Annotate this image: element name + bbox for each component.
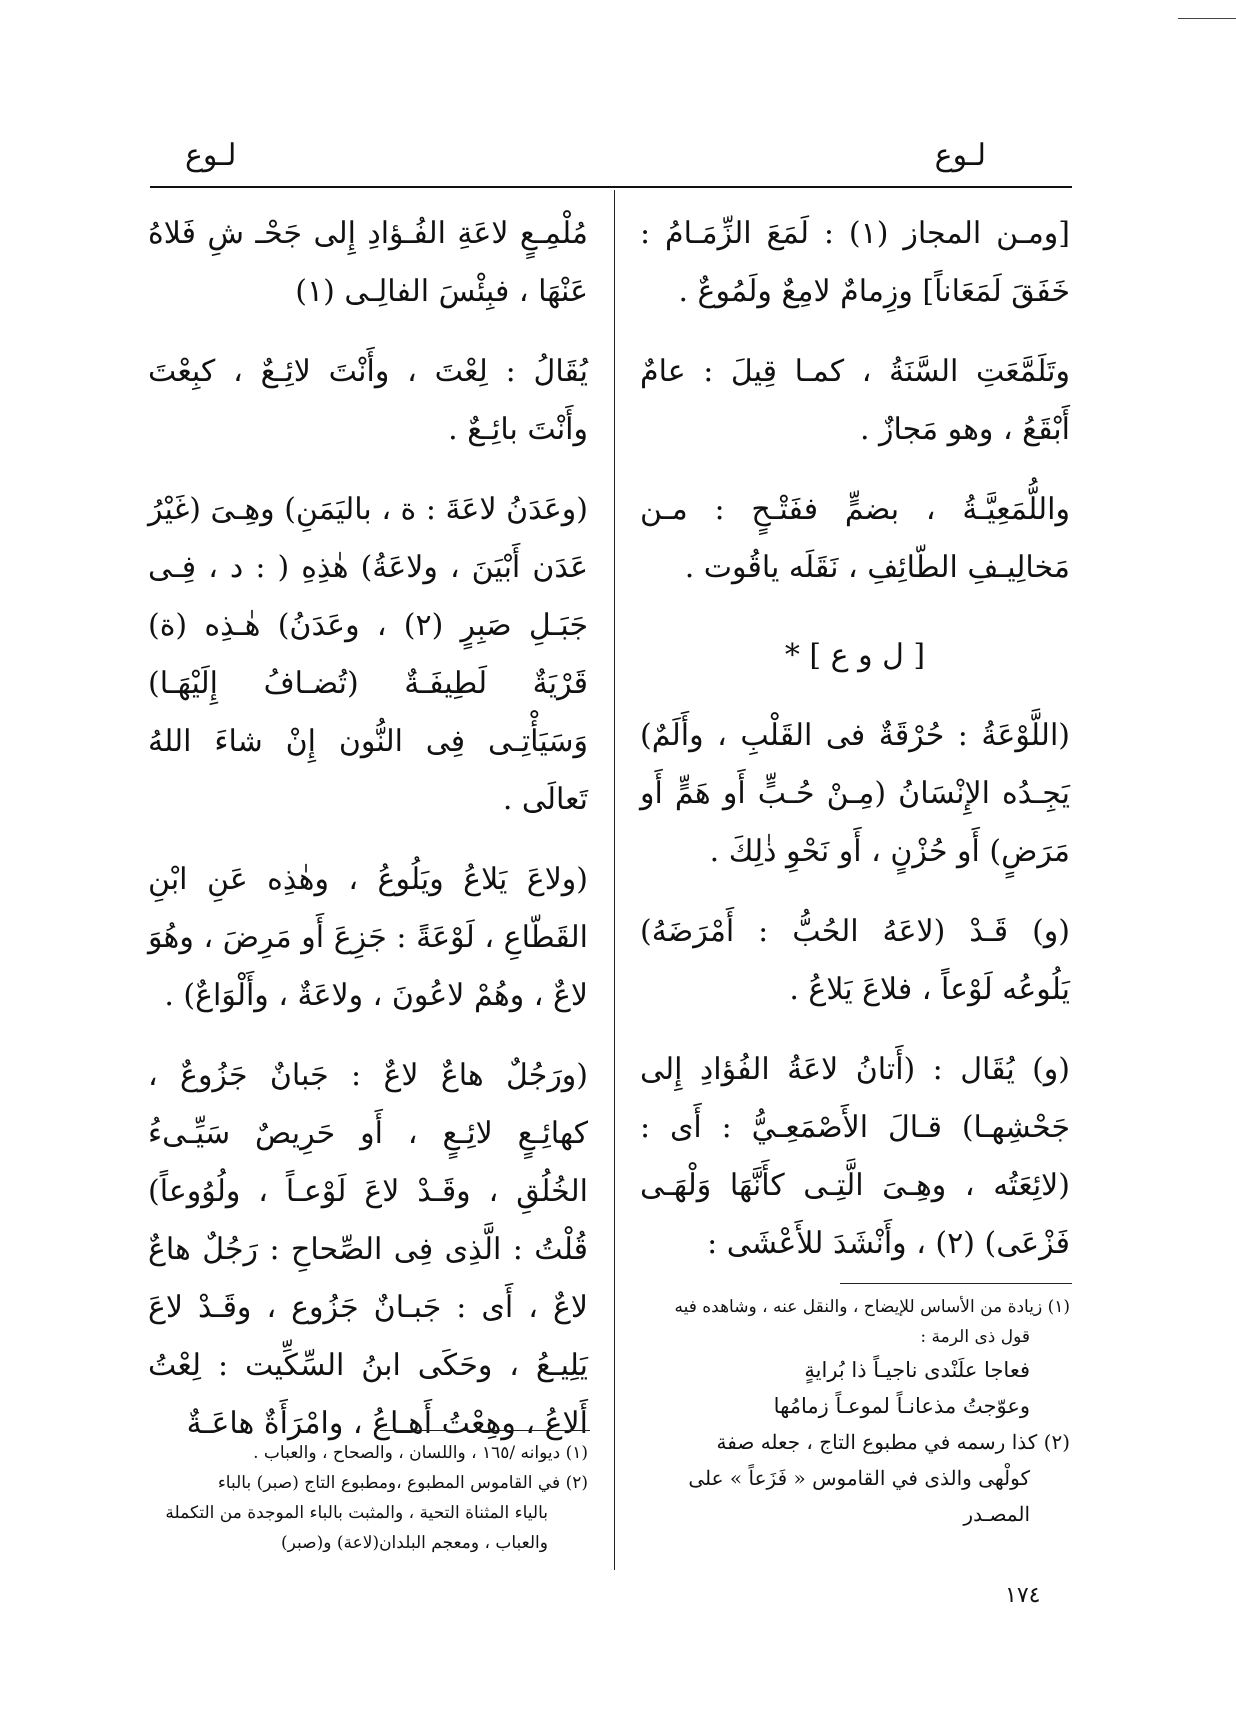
footnotes-left	[150, 1438, 588, 1558]
footnote-line: (٢) في القاموس المطبوع ،ومطبوع التاج (صبر) بالباء	[217, 1473, 588, 1493]
right-column	[640, 205, 1070, 1295]
left-column	[148, 205, 588, 1475]
paragraph: (وعَدَنُ لاعَةَ : ة ، باليَمَنِ) وهِـىَ (غَيْرُ عَدَن أَبْيَنَ ، ولاعَةُ) هٰذِهِ ( : د ، فِـى جَبَـلِ صَبِرٍ (٢) ، وعَدَنُ) هٰـذِه (ة) قَرْيَةٌ لَطِيفَـةٌ (تُضـافُ إِلَيْهَـا) وَسَيَأْتِـى فِى النُّون إِنْ شاءَ اللهُ تَعالَى .	[148, 492, 588, 817]
footnote-rule-right	[840, 1283, 1072, 1284]
paragraph: [ومـن المجاز (١) : لَمَعَ الزِّمَـامُ : خَفَقَ لَمَعَاناً] وزِمامٌ لامِعٌ ولَمُوعٌ .	[640, 216, 1070, 309]
paragraph: (اللَّوْعَةُ : حُرْقَةٌ فى القَلْبِ ، وأَلَمٌ) يَجِـدُه الإِنْسَانُ (مِـنْ حُـبٍّ أَو هَمٍّ أَو مَرَضٍ) أَو حُزْنٍ ، أَو نَحْوِ ذٰلِكَ .	[640, 718, 1070, 869]
scan-edge-mark	[1178, 18, 1236, 19]
paragraph: (و) يُقَال : (أَتانُ لاعَةُ الفُؤادِ إِلى جَحْشِهـا) قـالَ الأَصْمَعِـيُّ : أَى : (لائِعَتُه ، وهِـىَ الَّتِـى كأَنَّهَا وَلْهَـى فَزْعَى) (٢) ، وأَنْشَدَ للأَعْشَى :	[640, 1052, 1070, 1261]
running-header-right: لـوع	[934, 138, 986, 173]
header-rule	[150, 186, 1072, 188]
entry-heading: [ ل و ع ] *	[784, 638, 926, 673]
footnotes-right	[640, 1292, 1070, 1532]
footnote-line: (٢) كذا رسمه في مطبوع التاج ، جعله صفة	[716, 1430, 1070, 1454]
page-number: ١٧٤	[1005, 1583, 1041, 1608]
footnote-verse: وعوّجتُ مذعانـاً لموعـاً زمامُها	[773, 1394, 1030, 1418]
running-header-left: لـوع	[185, 138, 237, 173]
footnote-line: قول ذى الرمة :	[920, 1327, 1030, 1347]
paragraph: وتَلَمَّعَتِ السَّنَةُ ، كمـا قِيلَ : عامٌ أَبْقَعُ ، وهو مَجازٌ .	[640, 354, 1070, 447]
poetry-verse: مُلْمِـعٍ لاعَةِ الفُـؤادِ إِلى جَحْـ شِ فَلاهُ عَنْهَا ، فبِئْسَ الفالِـى (١)	[148, 216, 588, 309]
paragraph: (ورَجُلٌ هاعٌ لاعٌ : جَبانٌ جَزُوعٌ ، كهائِـعٍ لائِـعٍ ، أَو حَرِيصٌ سَيِّـىءُ الخُلُقِ ، وقَـدْ لاعَ لَوْعـاً ، ولُوُوعاً) قُلْتُ : الَّذِى فِى الصِّحاحِ : رَجُلٌ هاعٌ لاعٌ ، أَى : جَبـانٌ جَزُوع ، وقَـدْ لاعَ يَلِيـعُ ، وحَكَى ابنُ السِّكِّيت : لِعْتُ أَلاعُ ، وهِعْتُ أَهـاعُ ، وامْرَأَةٌ هاعَـةٌ	[148, 1058, 588, 1441]
footnote-line: (١) ديوانه /١٦٥ ، واللسان ، والصحاح ، والعباب .	[253, 1443, 588, 1463]
paragraph: (ولاعَ يَلاعُ ويَلُوعُ ، وهٰذِه عَنِ ابْنِ القَطّاعِ ، لَوْعَةً : جَزِعَ أَو مَرِضَ ، وهُوَ لاعٌ ، وهُمْ لاعُونَ ، ولاعَةٌ ، وأَلْوَاعٌ) .	[148, 862, 588, 1013]
footnote-line: والعباب ، ومعجم البلدان(لاعة) و(صبر)	[281, 1533, 548, 1553]
paragraph: واللُّمَعِيَّـةُ ، بضمٍّ ففَتْـحٍ : مـن مَخالِيـفِ الطّائِفِ ، نَقَلَه ياقُوت .	[640, 492, 1070, 585]
footnote-line: كولْهى والذى في القاموس « فَزَعاً » على	[688, 1466, 1030, 1490]
column-divider	[614, 190, 615, 1570]
paragraph: (و) قَـدْ (لاعَهُ الحُبُّ : أَمْرَضَهُ) يَلُوعُه لَوْعاً ، فلاعَ يَلاعُ .	[640, 914, 1070, 1007]
footnote-line: المصـدر	[963, 1502, 1030, 1526]
paragraph: يُقَالُ : لِعْتَ ، وأَنْتَ لائِـعٌ ، كبِعْتَ وأَنْتَ بائِـعٌ .	[148, 354, 588, 447]
footnote-verse: فعاجا علَنْدى ناجيـاً ذا بُرايةٍ	[804, 1358, 1030, 1382]
footnote-line: (١) زيادة من الأساس للإيضاح ، والنقل عنه ، وشاهده فيه	[674, 1297, 1070, 1317]
footnote-rule-left	[380, 1430, 590, 1431]
footnote-line: بالياء المثناة التحية ، والمثبت بالباء الموجدة من التكملة	[165, 1503, 548, 1523]
